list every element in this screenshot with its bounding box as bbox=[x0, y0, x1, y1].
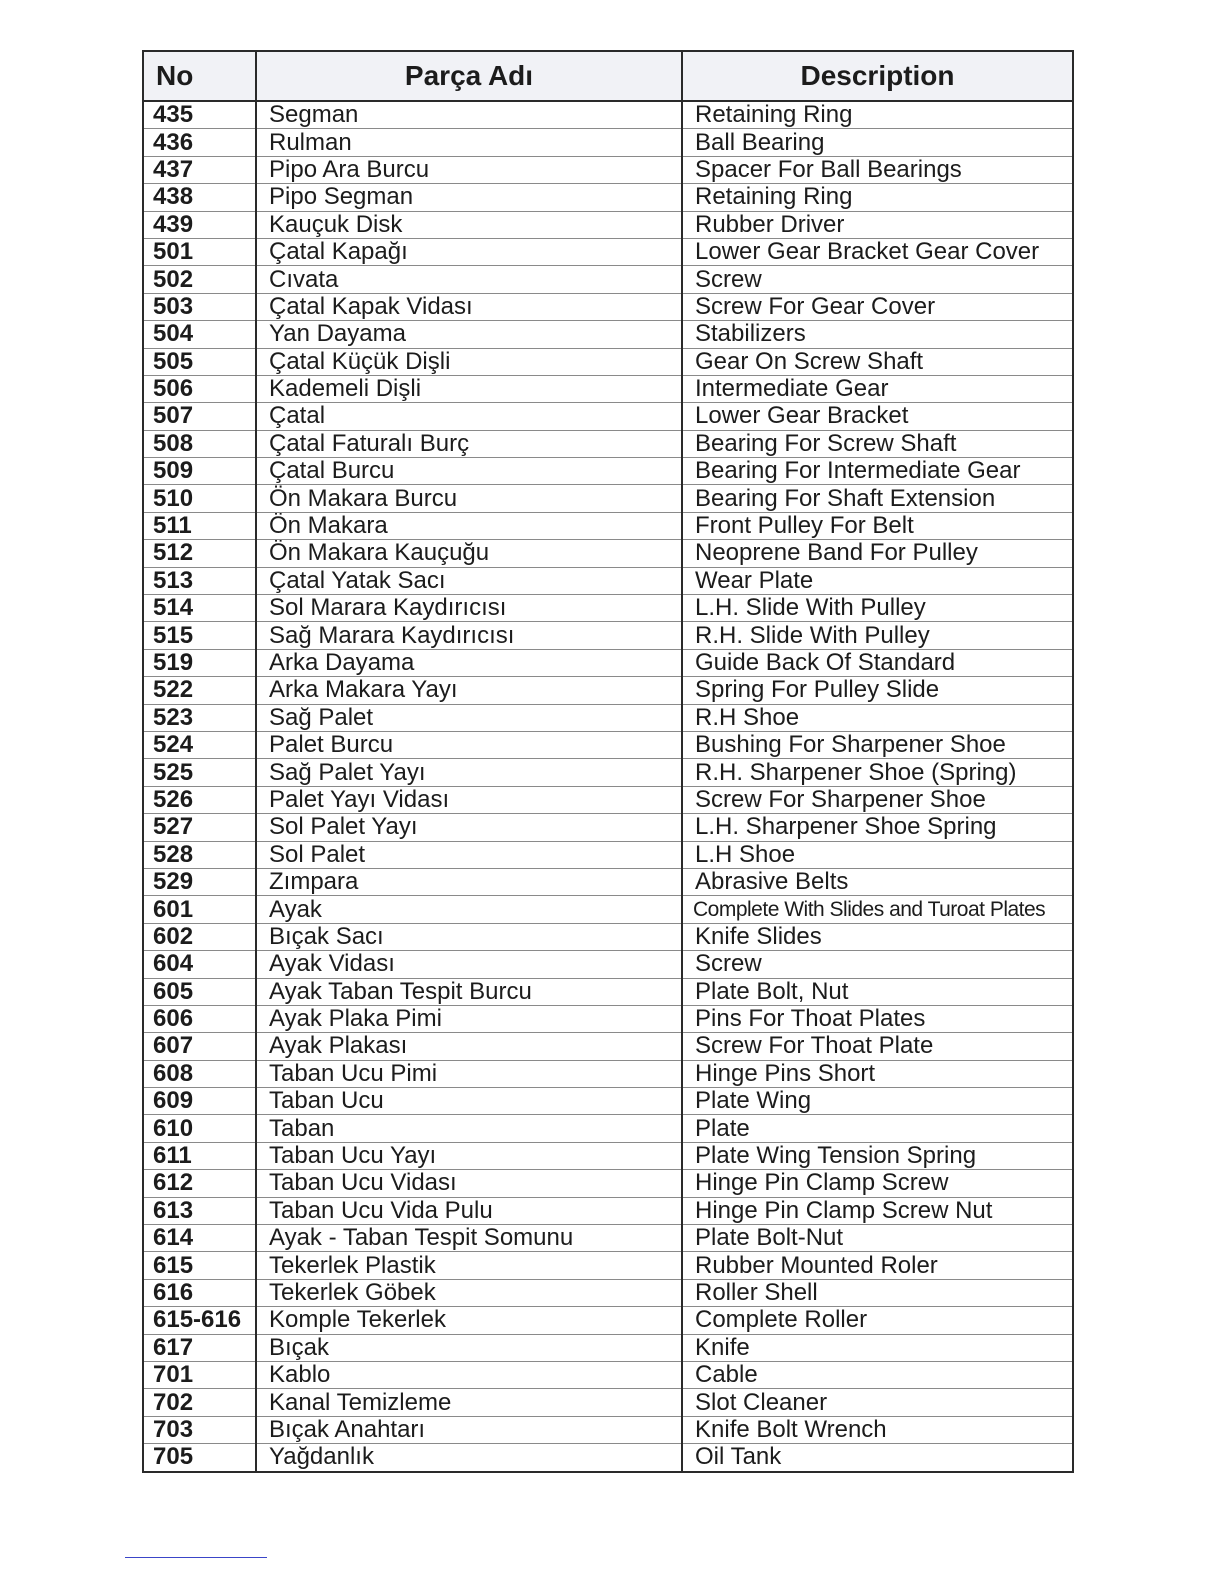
part-name-cell: Ön Makara Kauçuğu bbox=[256, 540, 682, 567]
part-name-cell: Sağ Marara Kaydırıcısı bbox=[256, 622, 682, 649]
part-name-cell: Ayak - Taban Tespit Somunu bbox=[256, 1225, 682, 1252]
part-number-cell: 438 bbox=[143, 184, 256, 211]
description-cell: Hinge Pins Short bbox=[682, 1060, 1073, 1087]
part-number-cell: 524 bbox=[143, 731, 256, 758]
part-name-cell: Sağ Palet Yayı bbox=[256, 759, 682, 786]
description-cell: Hinge Pin Clamp Screw bbox=[682, 1170, 1073, 1197]
table-row bbox=[143, 540, 1073, 567]
part-name-cell: Ayak Vidası bbox=[256, 951, 682, 978]
table-row bbox=[143, 731, 1073, 758]
part-number-cell: 519 bbox=[143, 649, 256, 676]
part-number-cell: 509 bbox=[143, 458, 256, 485]
part-number-cell: 436 bbox=[143, 129, 256, 156]
table-row bbox=[143, 1416, 1073, 1443]
description-cell: Complete With Slides and Turoat Plates bbox=[682, 896, 1073, 923]
part-name-cell: Çatal Faturalı Burç bbox=[256, 430, 682, 457]
table-row bbox=[143, 841, 1073, 868]
description-cell: Roller Shell bbox=[682, 1279, 1073, 1306]
part-number-cell: 515 bbox=[143, 622, 256, 649]
part-name-cell: Taban Ucu bbox=[256, 1088, 682, 1115]
part-name-cell: Kauçuk Disk bbox=[256, 211, 682, 238]
part-number-cell: 604 bbox=[143, 951, 256, 978]
part-name-cell: Bıçak bbox=[256, 1334, 682, 1361]
header-part-name: Parça Adı bbox=[256, 51, 682, 101]
part-name-cell: Taban Ucu Pimi bbox=[256, 1060, 682, 1087]
description-cell: R.H. Sharpener Shoe (Spring) bbox=[682, 759, 1073, 786]
part-number-cell: 607 bbox=[143, 1033, 256, 1060]
description-cell: Spring For Pulley Slide bbox=[682, 677, 1073, 704]
part-number-cell: 527 bbox=[143, 814, 256, 841]
table-row bbox=[143, 184, 1073, 211]
header-description: Description bbox=[682, 51, 1073, 101]
description-cell: Front Pulley For Belt bbox=[682, 512, 1073, 539]
description-cell: L.H. Slide With Pulley bbox=[682, 595, 1073, 622]
part-name-cell: Cıvata bbox=[256, 266, 682, 293]
description-cell: Guide Back Of Standard bbox=[682, 649, 1073, 676]
part-number-cell: 611 bbox=[143, 1142, 256, 1169]
table-row bbox=[143, 567, 1073, 594]
table-row bbox=[143, 1279, 1073, 1306]
description-cell: Pins For Thoat Plates bbox=[682, 1005, 1073, 1032]
table-row bbox=[143, 1115, 1073, 1142]
part-number-cell: 508 bbox=[143, 430, 256, 457]
part-number-cell: 511 bbox=[143, 512, 256, 539]
part-name-cell: Taban bbox=[256, 1115, 682, 1142]
description-cell: Screw bbox=[682, 266, 1073, 293]
table-body bbox=[143, 101, 1073, 1472]
description-cell: Bearing For Intermediate Gear bbox=[682, 458, 1073, 485]
description-cell: Lower Gear Bracket bbox=[682, 403, 1073, 430]
part-name-cell: Çatal Küçük Dişli bbox=[256, 348, 682, 375]
table-row bbox=[143, 1225, 1073, 1252]
part-number-cell: 705 bbox=[143, 1444, 256, 1472]
part-name-cell: Taban Ucu Vida Pulu bbox=[256, 1197, 682, 1224]
description-cell: Hinge Pin Clamp Screw Nut bbox=[682, 1197, 1073, 1224]
part-name-cell: Tekerlek Göbek bbox=[256, 1279, 682, 1306]
part-name-cell: Ayak Taban Tespit Burcu bbox=[256, 978, 682, 1005]
part-number-cell: 610 bbox=[143, 1115, 256, 1142]
part-number-cell: 615 bbox=[143, 1252, 256, 1279]
part-number-cell: 501 bbox=[143, 238, 256, 265]
part-name-cell: Ayak Plakası bbox=[256, 1033, 682, 1060]
table-row bbox=[143, 1142, 1073, 1169]
description-cell: Knife Bolt Wrench bbox=[682, 1416, 1073, 1443]
table-row bbox=[143, 458, 1073, 485]
part-number-cell: 601 bbox=[143, 896, 256, 923]
part-name-cell: Ön Makara Burcu bbox=[256, 485, 682, 512]
part-number-cell: 523 bbox=[143, 704, 256, 731]
description-cell: Screw For Thoat Plate bbox=[682, 1033, 1073, 1060]
table-row bbox=[143, 622, 1073, 649]
table-row bbox=[143, 814, 1073, 841]
part-number-cell: 617 bbox=[143, 1334, 256, 1361]
part-name-cell: Zımpara bbox=[256, 868, 682, 895]
part-name-cell: Taban Ucu Yayı bbox=[256, 1142, 682, 1169]
description-cell: L.H. Sharpener Shoe Spring bbox=[682, 814, 1073, 841]
table-row bbox=[143, 156, 1073, 183]
part-name-cell: Sol Palet bbox=[256, 841, 682, 868]
part-name-cell: Rulman bbox=[256, 129, 682, 156]
table-row bbox=[143, 978, 1073, 1005]
table-row bbox=[143, 1088, 1073, 1115]
part-number-cell: 602 bbox=[143, 923, 256, 950]
part-name-cell: Sağ Palet bbox=[256, 704, 682, 731]
part-name-cell: Yağdanlık bbox=[256, 1444, 682, 1472]
part-number-cell: 528 bbox=[143, 841, 256, 868]
table-row bbox=[143, 923, 1073, 950]
part-name-cell: Pipo Ara Burcu bbox=[256, 156, 682, 183]
part-name-cell: Çatal Kapağı bbox=[256, 238, 682, 265]
description-cell: Gear On Screw Shaft bbox=[682, 348, 1073, 375]
table-row bbox=[143, 786, 1073, 813]
part-number-cell: 701 bbox=[143, 1361, 256, 1388]
description-cell: Bushing For Sharpener Shoe bbox=[682, 731, 1073, 758]
part-name-cell: Sol Palet Yayı bbox=[256, 814, 682, 841]
part-name-cell: Kademeli Dişli bbox=[256, 375, 682, 402]
part-name-cell: Yan Dayama bbox=[256, 321, 682, 348]
description-cell: Plate bbox=[682, 1115, 1073, 1142]
table-row bbox=[143, 1033, 1073, 1060]
part-number-cell: 615-616 bbox=[143, 1307, 256, 1334]
description-cell: Knife Slides bbox=[682, 923, 1073, 950]
part-number-cell: 505 bbox=[143, 348, 256, 375]
description-cell: Wear Plate bbox=[682, 567, 1073, 594]
part-name-cell: Arka Dayama bbox=[256, 649, 682, 676]
part-name-cell: Pipo Segman bbox=[256, 184, 682, 211]
part-number-cell: 529 bbox=[143, 868, 256, 895]
part-name-cell: Kanal Temizleme bbox=[256, 1389, 682, 1416]
part-number-cell: 612 bbox=[143, 1170, 256, 1197]
table-row bbox=[143, 1170, 1073, 1197]
description-cell: Rubber Driver bbox=[682, 211, 1073, 238]
part-number-cell: 702 bbox=[143, 1389, 256, 1416]
part-name-cell: Ayak bbox=[256, 896, 682, 923]
part-name-cell: Çatal bbox=[256, 403, 682, 430]
table-row bbox=[143, 1005, 1073, 1032]
description-cell: Plate Wing bbox=[682, 1088, 1073, 1115]
part-number-cell: 614 bbox=[143, 1225, 256, 1252]
part-number-cell: 703 bbox=[143, 1416, 256, 1443]
part-name-cell: Taban Ucu Vidası bbox=[256, 1170, 682, 1197]
description-cell: R.H Shoe bbox=[682, 704, 1073, 731]
description-cell: L.H Shoe bbox=[682, 841, 1073, 868]
description-cell: Knife bbox=[682, 1334, 1073, 1361]
description-cell: Intermediate Gear bbox=[682, 375, 1073, 402]
description-cell: Plate Wing Tension Spring bbox=[682, 1142, 1073, 1169]
description-cell: Abrasive Belts bbox=[682, 868, 1073, 895]
part-name-cell: Palet Burcu bbox=[256, 731, 682, 758]
part-number-cell: 435 bbox=[143, 101, 256, 129]
part-number-cell: 437 bbox=[143, 156, 256, 183]
part-name-cell: Bıçak Sacı bbox=[256, 923, 682, 950]
description-cell: Cable bbox=[682, 1361, 1073, 1388]
part-name-cell: Bıçak Anahtarı bbox=[256, 1416, 682, 1443]
part-name-cell: Çatal Burcu bbox=[256, 458, 682, 485]
part-name-cell: Arka Makara Yayı bbox=[256, 677, 682, 704]
table-row bbox=[143, 1361, 1073, 1388]
table-row bbox=[143, 1444, 1073, 1472]
part-number-cell: 613 bbox=[143, 1197, 256, 1224]
description-cell: Plate Bolt, Nut bbox=[682, 978, 1073, 1005]
table-row bbox=[143, 1334, 1073, 1361]
table-header-row bbox=[143, 51, 1073, 101]
table-row bbox=[143, 595, 1073, 622]
table-row bbox=[143, 1197, 1073, 1224]
table-row bbox=[143, 512, 1073, 539]
table-row bbox=[143, 951, 1073, 978]
description-cell: Retaining Ring bbox=[682, 184, 1073, 211]
header-no: No bbox=[143, 51, 256, 101]
part-number-cell: 609 bbox=[143, 1088, 256, 1115]
description-cell: Neoprene Band For Pulley bbox=[682, 540, 1073, 567]
part-name-cell: Tekerlek Plastik bbox=[256, 1252, 682, 1279]
table-row bbox=[143, 238, 1073, 265]
description-cell: Complete Roller bbox=[682, 1307, 1073, 1334]
description-cell: Spacer For Ball Bearings bbox=[682, 156, 1073, 183]
description-cell: Screw For Sharpener Shoe bbox=[682, 786, 1073, 813]
part-number-cell: 526 bbox=[143, 786, 256, 813]
part-number-cell: 514 bbox=[143, 595, 256, 622]
description-cell: Plate Bolt-Nut bbox=[682, 1225, 1073, 1252]
parts-table bbox=[142, 50, 1074, 1473]
table-row bbox=[143, 649, 1073, 676]
description-cell: Screw For Gear Cover bbox=[682, 293, 1073, 320]
description-cell: Stabilizers bbox=[682, 321, 1073, 348]
part-name-cell: Segman bbox=[256, 101, 682, 129]
description-cell: Bearing For Shaft Extension bbox=[682, 485, 1073, 512]
description-cell: Rubber Mounted Roler bbox=[682, 1252, 1073, 1279]
part-name-cell: Komple Tekerlek bbox=[256, 1307, 682, 1334]
table-row bbox=[143, 266, 1073, 293]
table-row bbox=[143, 101, 1073, 129]
table-row bbox=[143, 1252, 1073, 1279]
description-cell: Screw bbox=[682, 951, 1073, 978]
part-number-cell: 507 bbox=[143, 403, 256, 430]
part-number-cell: 439 bbox=[143, 211, 256, 238]
description-cell: Bearing For Screw Shaft bbox=[682, 430, 1073, 457]
description-cell: Slot Cleaner bbox=[682, 1389, 1073, 1416]
table-row bbox=[143, 375, 1073, 402]
part-number-cell: 510 bbox=[143, 485, 256, 512]
part-name-cell: Ön Makara bbox=[256, 512, 682, 539]
part-name-cell: Palet Yayı Vidası bbox=[256, 786, 682, 813]
part-number-cell: 606 bbox=[143, 1005, 256, 1032]
description-cell: Retaining Ring bbox=[682, 101, 1073, 129]
table-row bbox=[143, 348, 1073, 375]
table-row bbox=[143, 1307, 1073, 1334]
part-number-cell: 503 bbox=[143, 293, 256, 320]
table-row bbox=[143, 704, 1073, 731]
table-row bbox=[143, 1389, 1073, 1416]
part-number-cell: 512 bbox=[143, 540, 256, 567]
description-cell: R.H. Slide With Pulley bbox=[682, 622, 1073, 649]
part-name-cell: Sol Marara Kaydırıcısı bbox=[256, 595, 682, 622]
part-number-cell: 504 bbox=[143, 321, 256, 348]
part-number-cell: 502 bbox=[143, 266, 256, 293]
table-row bbox=[143, 129, 1073, 156]
table-row bbox=[143, 868, 1073, 895]
table-row bbox=[143, 293, 1073, 320]
part-name-cell: Çatal Yatak Sacı bbox=[256, 567, 682, 594]
description-cell: Lower Gear Bracket Gear Cover bbox=[682, 238, 1073, 265]
footnote-divider bbox=[125, 1557, 267, 1558]
part-name-cell: Ayak Plaka Pimi bbox=[256, 1005, 682, 1032]
table-row bbox=[143, 321, 1073, 348]
table-row bbox=[143, 1060, 1073, 1087]
table-row bbox=[143, 485, 1073, 512]
part-number-cell: 525 bbox=[143, 759, 256, 786]
table-row bbox=[143, 211, 1073, 238]
part-number-cell: 513 bbox=[143, 567, 256, 594]
table-row bbox=[143, 430, 1073, 457]
table-row bbox=[143, 759, 1073, 786]
part-name-cell: Çatal Kapak Vidası bbox=[256, 293, 682, 320]
part-number-cell: 506 bbox=[143, 375, 256, 402]
table-row bbox=[143, 677, 1073, 704]
description-cell: Oil Tank bbox=[682, 1444, 1073, 1472]
part-number-cell: 616 bbox=[143, 1279, 256, 1306]
table-row bbox=[143, 896, 1073, 923]
part-number-cell: 608 bbox=[143, 1060, 256, 1087]
part-number-cell: 522 bbox=[143, 677, 256, 704]
part-number-cell: 605 bbox=[143, 978, 256, 1005]
part-name-cell: Kablo bbox=[256, 1361, 682, 1388]
description-cell: Ball Bearing bbox=[682, 129, 1073, 156]
table-row bbox=[143, 403, 1073, 430]
